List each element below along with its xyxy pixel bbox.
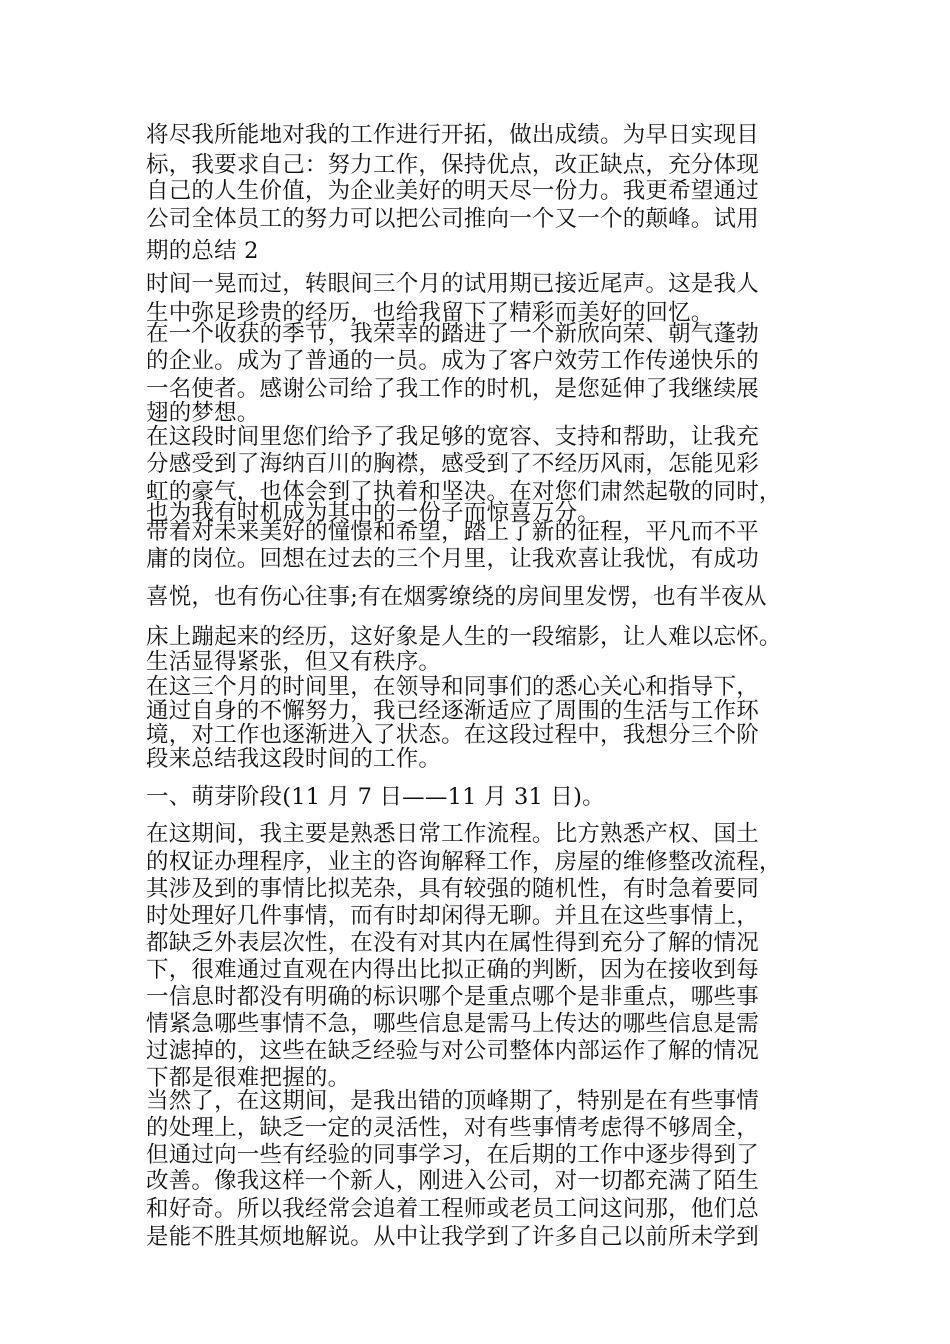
paragraph-line: 在这三个月的时间里，在领导和同事们的悉心关心和指导下，	[146, 674, 759, 700]
paragraph-line: 翅的梦想。	[146, 400, 260, 426]
paragraph-line: 下，很难通过直观在内得出比拟正确的判断，因为在接收到每	[146, 957, 759, 983]
paragraph-line: 是能不胜其烦地解说。从中让我学到了许多自己以前所未学到	[146, 1224, 759, 1250]
paragraph-line: 情紧急哪些事情不急，哪些信息是需马上传达的哪些信息是需	[146, 1011, 759, 1037]
paragraph-line: 床上蹦起来的经历，这好象是人生的一段缩影，让人难以忘怀。	[146, 624, 782, 650]
paragraph-line: 境，对工作也逐渐进入了状态。在这段过程中，我想分三个阶	[146, 722, 759, 748]
paragraph-line: 的权证办理程序，业主的咨询解释工作，房屋的维修整改流程，	[146, 849, 782, 875]
paragraph-line: 和好奇。所以我经常会追着工程师或老员工问这问那，他们总	[146, 1196, 759, 1222]
paragraph-line: 分感受到了海纳百川的胸襟，感受到了不经历风雨，怎能见彩	[146, 451, 759, 477]
paragraph-line: 标，我要求自己：努力工作，保持优点，改正缺点，充分体现	[146, 152, 759, 178]
paragraph-line: 将尽我所能地对我的工作进行开拓，做出成绩。为早日实现目	[146, 122, 759, 148]
paragraph-line: 时间一晃而过，转眼间三个月的试用期已接近尾声。这是我人	[146, 271, 759, 297]
paragraph-line: 段来总结我这段时间的工作。	[146, 746, 442, 772]
section-title: 期的总结 2	[146, 238, 259, 264]
paragraph-line: 在一个收获的季节，我荣幸的踏进了一个新欣向荣、朝气蓬勃	[146, 321, 759, 347]
paragraph-line: 也为我有时机成为其中的一份子而惊喜万分。	[146, 500, 601, 526]
paragraph-line: 的企业。成为了普通的一员。成为了客户效劳工作传递快乐的	[146, 348, 759, 374]
paragraph-line: 在这段时间里您们给予了我足够的宽容、支持和帮助，让我充	[146, 424, 759, 450]
paragraph-line: 在这期间，我主要是熟悉日常工作流程。比方熟悉产权、国土	[146, 821, 759, 847]
paragraph-line: 当然了，在这期间，是我出错的顶峰期了，特别是在有些事情	[146, 1088, 759, 1114]
paragraph-line: 通过自身的不懈努力，我已经逐渐适应了周围的生活与工作环	[146, 698, 759, 724]
section-heading: 一、萌芽阶段(11 月 7 日——11 月 31 日)。	[146, 784, 605, 810]
paragraph-line: 生中弥足珍贵的经历，也给我留下了精彩而美好的回忆。	[146, 300, 714, 326]
paragraph-line: 庸的岗位。回想在过去的三个月里，让我欢喜让我忧，有成功	[146, 546, 759, 572]
paragraph-line: 虹的豪气，也体会到了执着和坚决。在对您们肃然起敬的同时，	[146, 479, 782, 505]
paragraph-line: 但通过向一些有经验的同事学习，在后期的工作中逐步得到了	[146, 1142, 759, 1168]
paragraph-line: 生活显得紧张，但又有秩序。	[146, 649, 442, 675]
paragraph-line: 过滤掉的，这些在缺乏经验与对公司整体内部运作了解的情况	[146, 1038, 759, 1064]
paragraph-line: 公司全体员工的努力可以把公司推向一个又一个的颠峰。试用	[146, 206, 759, 232]
paragraph-line: 一名使者。感谢公司给了我工作的时机，是您延伸了我继续展	[146, 376, 759, 402]
paragraph-line: 的处理上，缺乏一定的灵活性，对有些事情考虑得不够周全，	[146, 1115, 759, 1141]
paragraph-line: 自己的人生价值，为企业美好的明天尽一份力。我更希望通过	[146, 178, 759, 204]
paragraph-line: 喜悦，也有伤心往事;有在烟雾缭绕的房间里发愣，也有半夜从	[146, 584, 767, 610]
paragraph-line: 下都是很难把握的。	[146, 1065, 351, 1091]
paragraph-line: 带着对未来美好的憧憬和希望，踏上了新的征程，平凡而不平	[146, 519, 759, 545]
paragraph-line: 时处理好几件事情，而有时却闲得无聊。并且在这些事情上，	[146, 903, 759, 929]
paragraph-line: 其涉及到的事情比拟芜杂，具有较强的随机性，有时急着要同	[146, 876, 759, 902]
paragraph-line: 改善。像我这样一个新人，刚进入公司，对一切都充满了陌生	[146, 1168, 759, 1194]
paragraph-line: 都缺乏外表层次性，在没有对其内在属性得到充分了解的情况	[146, 930, 759, 956]
paragraph-line: 一信息时都没有明确的标识哪个是重点哪个是非重点，哪些事	[146, 984, 759, 1010]
